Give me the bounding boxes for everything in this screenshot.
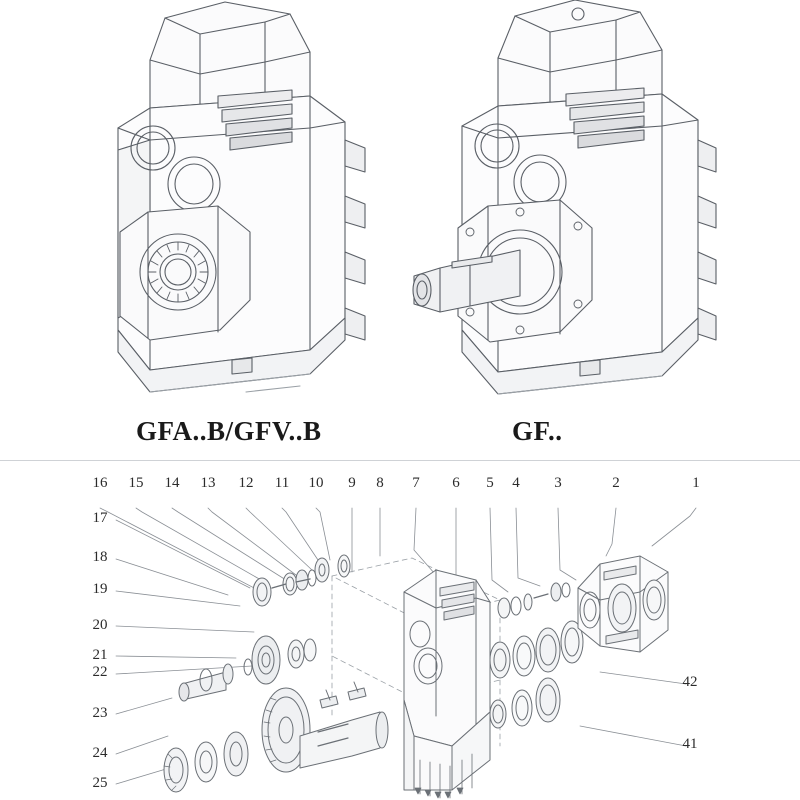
callout-24: 24	[92, 745, 108, 761]
callout-9: 9	[348, 475, 356, 491]
callout-6: 6	[452, 475, 460, 491]
callout-19: 19	[92, 581, 108, 597]
callout-18: 18	[92, 549, 108, 565]
callout-2: 2	[612, 475, 620, 491]
callout-13: 13	[200, 475, 216, 491]
callout-5: 5	[486, 475, 494, 491]
callout-21: 21	[92, 647, 108, 663]
callout-15: 15	[128, 475, 144, 491]
gear-unit-right	[413, 0, 716, 394]
callout-17: 17	[92, 510, 108, 526]
callout-4: 4	[512, 475, 520, 491]
callout-41: 41	[682, 736, 698, 752]
callout-22: 22	[92, 664, 108, 680]
callout-16: 16	[92, 475, 108, 491]
callout-10: 10	[308, 475, 324, 491]
callout-8: 8	[376, 475, 384, 491]
callout-20: 20	[92, 617, 108, 633]
callout-42: 42	[682, 674, 698, 690]
callout-23: 23	[92, 705, 108, 721]
caption-right: GF..	[512, 416, 563, 446]
callout-14: 14	[164, 475, 180, 491]
gear-unit-left	[118, 2, 365, 392]
callout-1: 1	[692, 475, 700, 491]
callout-11: 11	[274, 475, 290, 491]
callout-12: 12	[238, 475, 254, 491]
caption-left: GFA..B/GFV..B	[136, 416, 322, 446]
callout-7: 7	[412, 475, 420, 491]
callout-3: 3	[554, 475, 562, 491]
callout-25: 25	[92, 775, 108, 791]
